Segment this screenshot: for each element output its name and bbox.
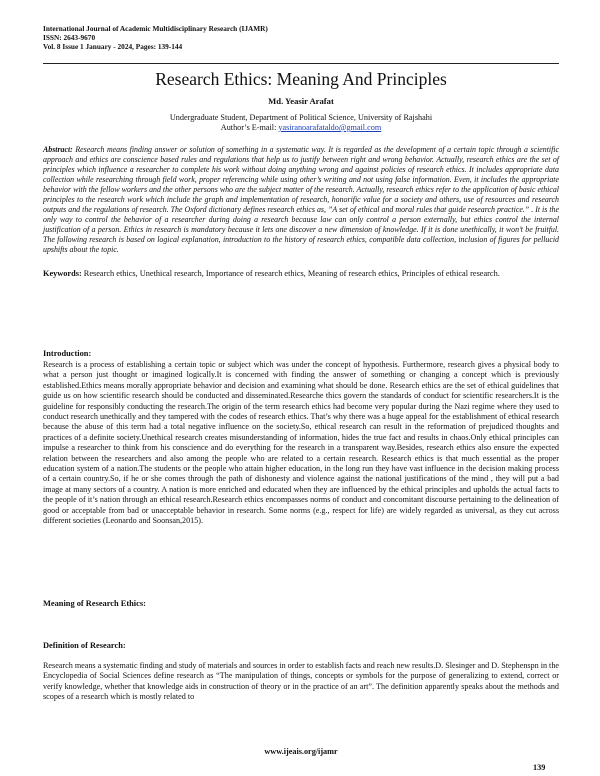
page-number: 139 <box>533 763 546 772</box>
journal-volume: Vol. 8 Issue 1 January - 2024, Pages: 139-144 <box>43 42 183 51</box>
article-title: Research Ethics: Meaning And Principles <box>155 69 447 89</box>
definition-paragraph: Research means a systematic finding and study of materials and sources in order to establish facts and reach new results.D. Slesinger and D. Stephenspn in the Encyclopedia of Social Sciences define research as “The manipulation of things, concepts or symbols for the purpose of generalizing to extend, correct or verify knowledge, whether that knowledge aids in construction of theory or in the practice of an art”. The definition apparently speaks about the methods and scopes of a research which is mostly related to <box>43 661 559 702</box>
article-author: Md. Yeasir Arafat <box>268 96 334 106</box>
definition-heading: Definition of Research: <box>43 641 126 650</box>
introduction-paragraph: Research is a process of establishing a certain topic or subject which was under the concept of hypothesis. Furthermore, research gives a physical body to what a person just thought or imagined logically.It is concerned with finding the answer of something or changing a concept which is previously established.Ethics means morally appropriate behavior and decision and examining what should be done. Research ethics are the set of ethical guidelines that guide us on how scientific research should be conducted and disseminated.Researche thics govern the standards of conduct for scientific researchers.It is the guideline for responsibly conducting the research.The origin of the term research ethics had become very popular during the Nazi regime where they used to conduct research unethically and they tampered with the codes of research ethics. That’s why there was a huge appeal for the establishment of ethical research because the abuse of this term had a total negative influence on the society.So, ethical research can result in the reformation of prejudiced thoughts and practices of a definite society.Unethical research creates misunderstanding of information, hides the true fact and results in chaos.Only ethical principles can impulse a researcher to think from his conscience and do everything for the research in a transparent way.Besides, research ethics also ensure the expected relation between the researchers and also among the people who are related to a certain research. Research ethics is that much essential as the proper education system of a nation.The students or the people who attain higher education, in the long run they have vast influence in the decision making process of a certain country.So, if he or she comes through the path of dishonesty and violence against the national justifications of the mind , they will put a bad image at many sectors of a country. A nation is more enriched and educated when they are influenced by the ethical principles and upholds the actual facts to the people of it’s nation through an ethical research.Research ethics encompasses norms of conduct and concomitant discourse pertaining to the delineation of good or acceptable from bad or unacceptable behavior in research. Some norms (e.g., respect for life) are widely regarded as universal, as they cut across different societies (Leonardo and Soonsan,2015). <box>43 360 559 526</box>
header-rule <box>43 63 559 64</box>
meaning-heading: Meaning of Research Ethics: <box>43 599 146 608</box>
keywords-text: Research ethics, Unethical research, Importance of research ethics, Meaning of research ethics, Principles of ethical research. <box>83 269 500 278</box>
footer-url: www.ijeais.org/ijamr <box>264 747 338 756</box>
journal-name: International Journal of Academic Multidisciplinary Research (IJAMR) <box>43 24 268 33</box>
journal-issn: ISSN: 2643-9670 <box>43 33 96 42</box>
author-email-link[interactable]: yasiranoarafataldo@gmail.com <box>278 123 382 132</box>
keywords-label: Keywords: <box>43 269 84 278</box>
keywords <box>43 268 559 279</box>
author-affiliation-block <box>43 113 559 133</box>
abstract-label: Abstract: <box>43 145 73 154</box>
author-affiliation: Undergraduate Student, Department of Political Science, University of Rajshahi <box>169 113 433 122</box>
journal-header <box>43 24 563 51</box>
abstract-text: Research means finding answer or solution of something in a systematic way. It is regarded as the development of a certain topic through a scientific approach and ethics are conscience based rules and regulations that help us to justify between right and wrong behavior. Actually, research ethics are the set of principles which influence a researcher to complete his work without doing anything wrong and against policies of research ethics. It includes appropriate data collection while researching through field work, proper referencing while using other’s writing and not using false information. Even, it includes the appropriate behavior with the fellow workers and the other persons who are the subject matter of the research. Actually, research ethics refer to the application of basic ethical principles to the research work which include the graph and implementation of research, honorific value for a society and others, use of resources and research outputs and the regulations of research. The Oxford dictionary defines research ethics as, ”A set of ethical and moral rules that guide research practice.” . It is the only way to control the behavior of a researcher during doing a research because law can only control a person externally, but ethics control the internal justification of a person. Ethics in research is mandatory because it lets one discover a new dimension of knowledge. If it is done unethically, it won’t be fruitful. The following research is based on logical explanation, introduction to the history of research ethics, compatible data collection, inclusion of figures for pellucid upshifts about the topic. <box>43 145 559 255</box>
introduction-heading: Introduction: <box>43 349 92 358</box>
abstract <box>43 145 559 256</box>
author-email-line <box>43 123 559 133</box>
author-email-label: Author’s E-mail: <box>220 123 279 132</box>
